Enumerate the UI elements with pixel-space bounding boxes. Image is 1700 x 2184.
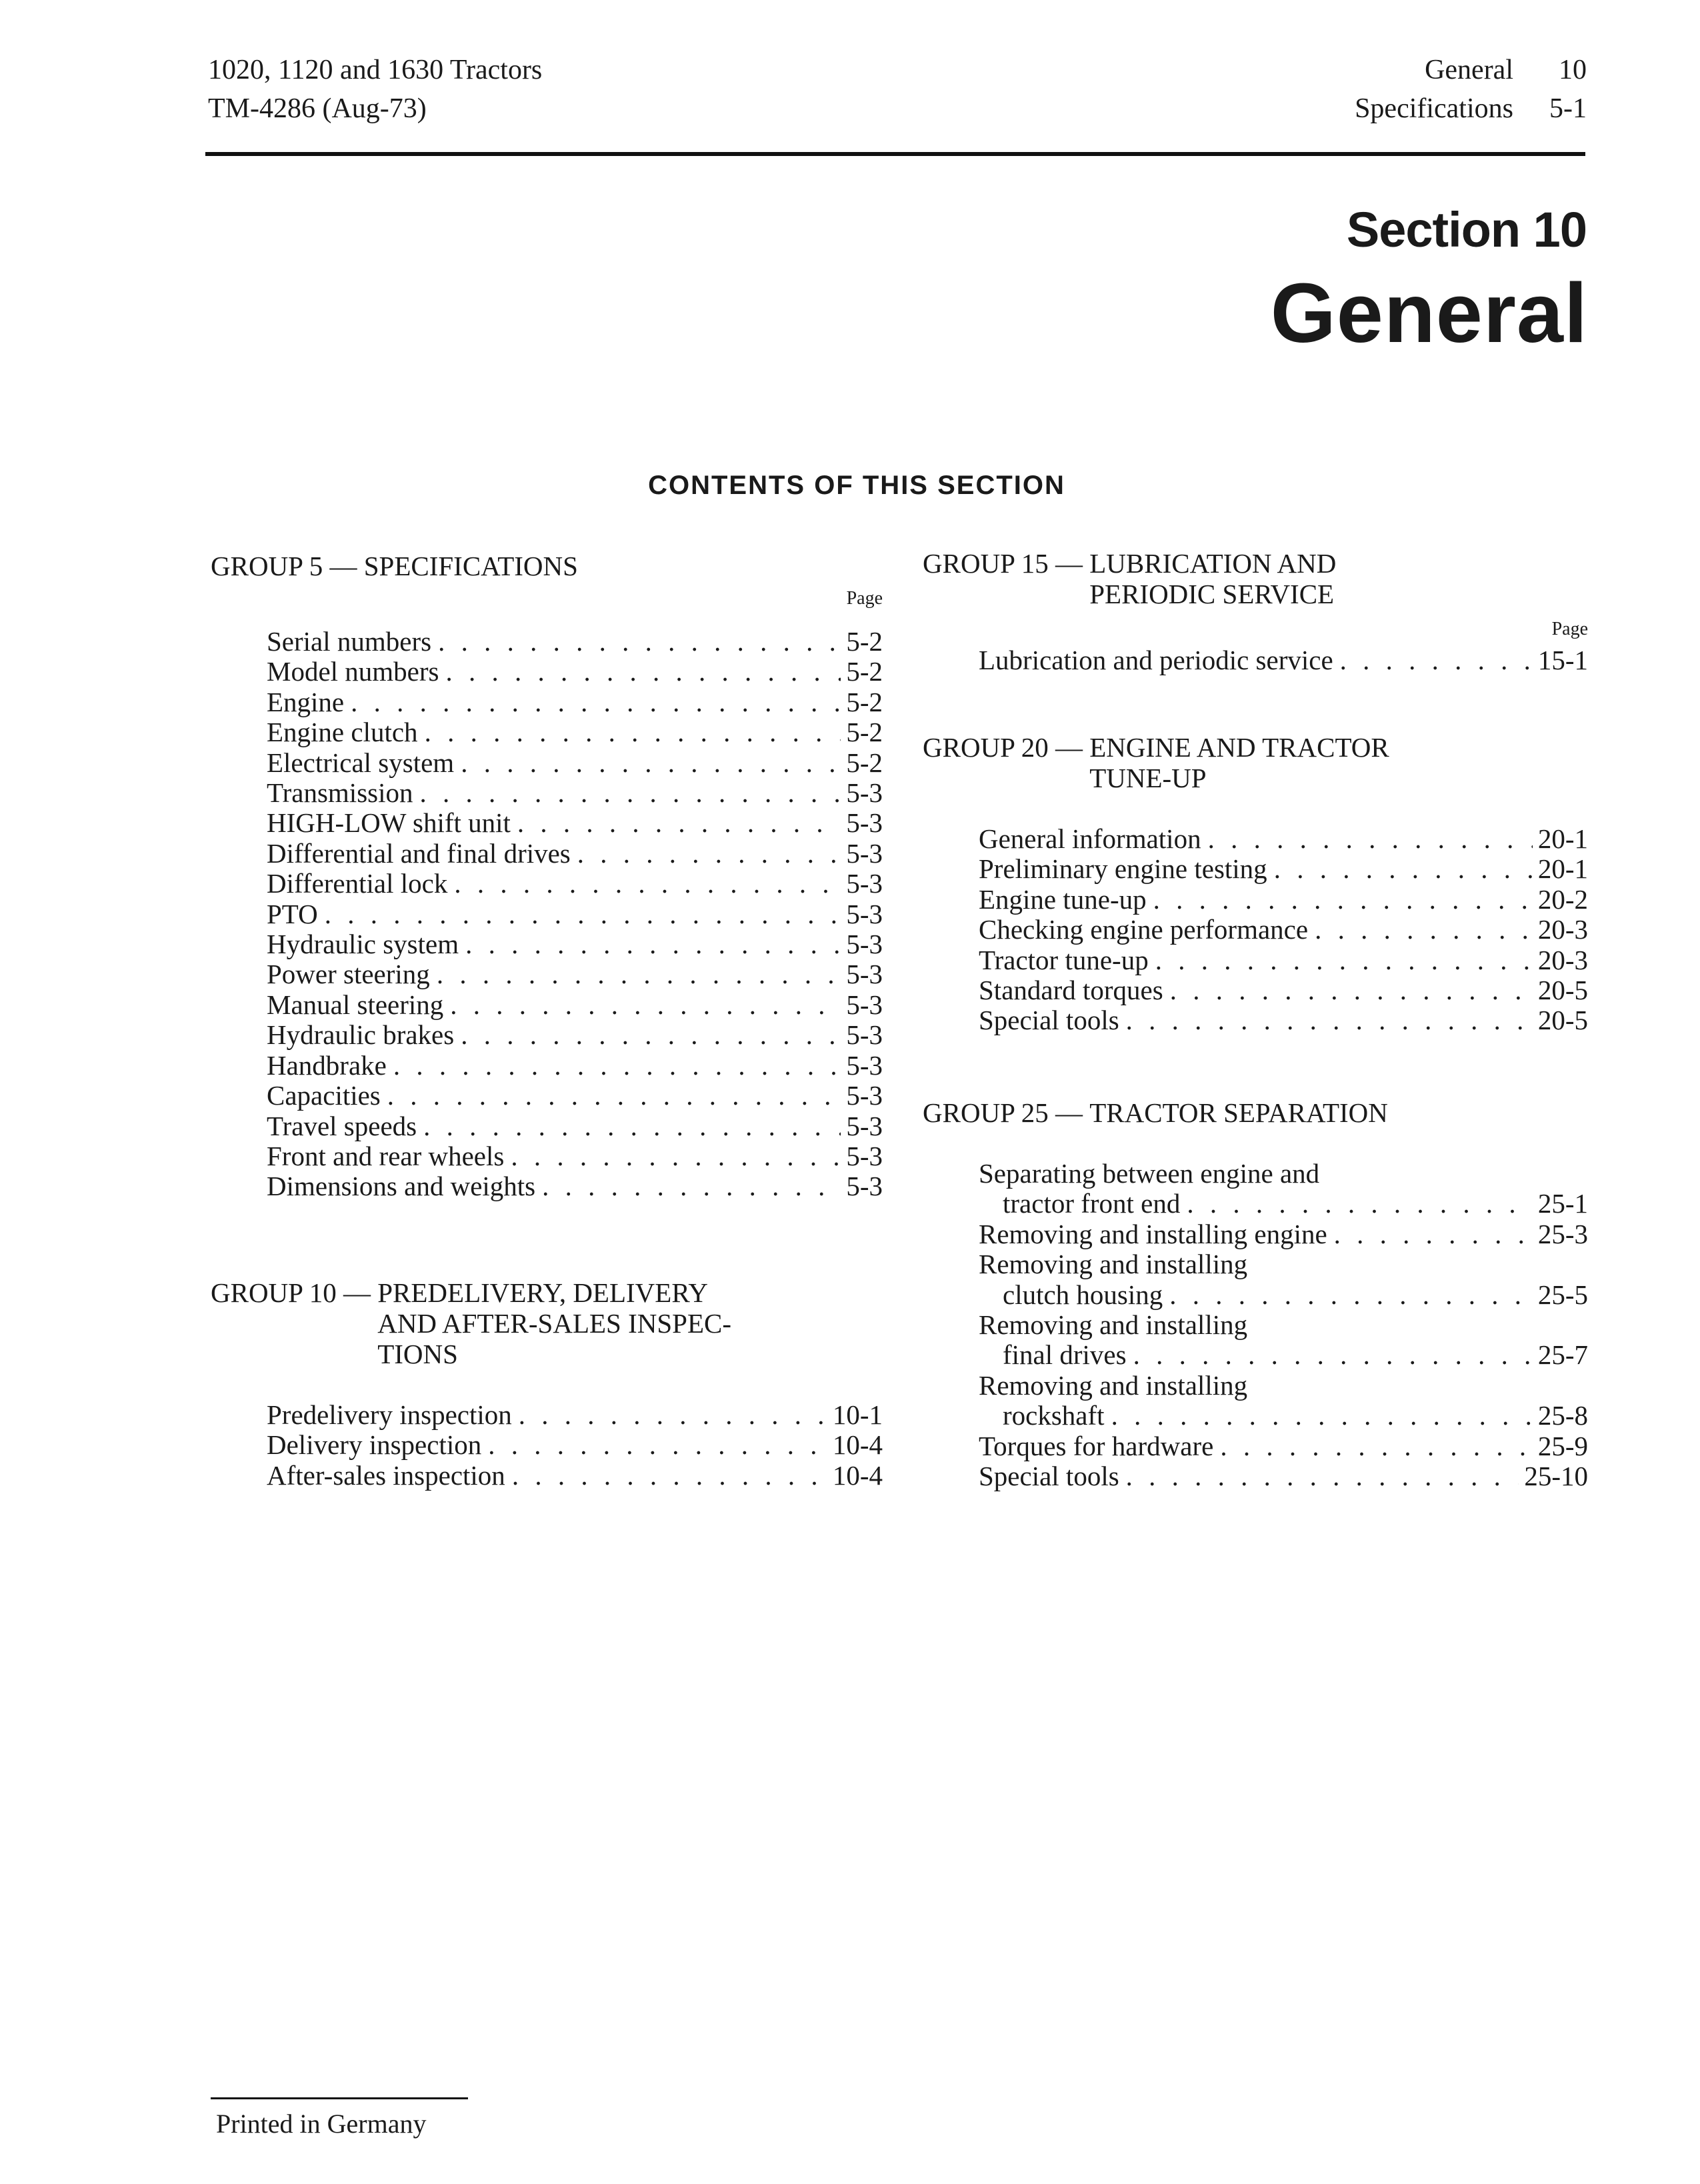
toc-entry-title: Standard torques [979,975,1163,1006]
dot-leader [1220,1431,1533,1461]
dot-leader [454,869,841,899]
dot-leader [393,1051,841,1081]
dot-leader [512,1461,827,1491]
dot-leader [1111,1401,1533,1431]
dot-leader [1340,645,1533,675]
toc-entry[interactable] [267,657,883,687]
dot-leader [387,1081,841,1111]
toc-entry[interactable] [267,778,883,808]
toc-entry[interactable] [979,885,1588,915]
toc-entry-title: Electrical system [267,747,455,778]
dot-leader [542,1171,841,1201]
group-title-line: PREDELIVERY, DELIVERY [377,1277,709,1308]
toc-entry[interactable] [267,1461,883,1491]
contents-heading: CONTENTS OF THIS SECTION [648,471,1065,500]
toc-entry-page: 20-1 [1537,853,1588,885]
toc-entry[interactable] [267,959,883,989]
toc-entry-title: Capacities [267,1080,381,1111]
toc-entry-page: 5-2 [846,747,883,778]
toc-entry-title: Hydraulic brakes [267,1019,455,1051]
dot-leader [423,1111,841,1141]
dot-leader [1170,975,1533,1005]
toc-entry-title: Delivery inspection [267,1429,482,1461]
dot-leader [1208,824,1533,854]
group-heading [923,732,1588,793]
toc-entry-title: Front and rear wheels [267,1140,505,1171]
group-10-inspections [211,1277,883,1491]
header-section-number: 10 [1559,55,1587,85]
group-title-line: PERIODIC SERVICE [1089,579,1335,609]
toc-entry-title: tractor front end [1003,1188,1181,1219]
toc-entry-page: 20-3 [1537,914,1588,945]
toc-entry[interactable] [979,1280,1588,1310]
section-title: General [1270,266,1588,360]
toc-entry-page: 5-3 [846,1140,883,1171]
dot-leader [465,929,841,959]
dot-leader [519,1400,827,1430]
toc-entry-page: 5-3 [846,959,883,990]
toc-entry-page: 10-4 [832,1459,883,1491]
manual-number: TM-4286 (Aug-73) [208,93,427,124]
toc-entry-title: HIGH-LOW shift unit [267,807,511,839]
toc-entry-page: 20-2 [1537,883,1588,915]
toc-entry-page: 5-3 [846,807,883,839]
toc-entry-page: 5-2 [846,717,883,748]
toc-entries [979,824,1588,1036]
toc-entry[interactable] [267,899,883,929]
group-title-line: AND AFTER-SALES INSPEC- [377,1308,731,1339]
toc-entry-page: 5-3 [846,1019,883,1051]
toc-entry-title: Manual steering [267,989,444,1020]
toc-entry[interactable] [979,945,1588,975]
group-25-tractor-separation [923,1097,1588,1491]
group-prefix: GROUP 10 — [211,1277,371,1308]
toc-entry-page: 5-3 [846,777,883,809]
toc-entry[interactable] [267,1400,883,1430]
toc-entry-page: 10-4 [832,1429,883,1461]
toc-entries [267,1400,883,1491]
toc-entry[interactable] [267,687,883,717]
toc-entry-page: 10-1 [832,1399,883,1430]
toc-entry-title: Tractor tune-up [979,944,1149,975]
toc-entry-title: PTO [267,898,318,929]
toc-entry[interactable] [979,1219,1588,1249]
toc-entry-title: Removing and installing engine [979,1218,1327,1249]
toc-entry[interactable] [267,1111,883,1141]
toc-entries [979,645,1588,675]
printed-in-note: Printed in Germany [216,2109,427,2139]
toc-entry[interactable] [267,1020,883,1050]
toc-entry-page: 20-1 [1537,823,1588,854]
toc-entry[interactable] [979,1461,1588,1491]
toc-entries [267,627,883,1202]
toc-entry-page: 5-3 [846,837,883,869]
dot-leader [461,1020,841,1050]
page-column-label: Page [846,588,883,609]
toc-entry[interactable] [267,929,883,959]
toc-entry[interactable] [979,1340,1588,1370]
toc-entry[interactable] [979,854,1588,884]
header-right [1293,51,1587,128]
toc-entry-page: 20-5 [1537,975,1588,1006]
group-title-line: TIONS [377,1339,458,1369]
header-group-label: Specifications [1355,93,1513,124]
toc-entry-title: Power steering [267,959,430,990]
group-heading [211,551,883,581]
toc-entry[interactable] [267,990,883,1020]
toc-entry-lead: Removing and installing [979,1249,1248,1280]
section-number: Section 10 [1346,202,1587,257]
dot-leader [511,1141,841,1171]
group-prefix: GROUP 5 — [211,551,357,581]
dot-leader [420,778,841,808]
toc-entry-page: 5-3 [846,868,883,899]
toc-entry-page: 25-8 [1537,1400,1588,1431]
dot-leader [461,748,841,778]
toc-entry-page: 5-3 [846,989,883,1020]
toc-entry-title: Differential and final drives [267,837,571,869]
group-prefix: GROUP 15 — [923,548,1083,579]
dot-leader [1126,1461,1519,1491]
dot-leader [1315,915,1533,945]
toc-entry-page: 20-3 [1537,944,1588,975]
group-title-line: ENGINE AND TRACTOR [1089,732,1389,763]
dot-leader [517,808,841,838]
toc-entry[interactable] [267,1081,883,1111]
group-heading [923,548,1588,609]
toc-entry-title: After-sales inspection [267,1459,505,1491]
group-heading [923,1097,1588,1128]
toc-entry-lead: Separating between engine and [979,1158,1320,1189]
group-prefix: GROUP 25 — [923,1097,1083,1128]
toc-entry-title: Differential lock [267,868,448,899]
toc-entry[interactable] [267,1051,883,1081]
header-rule [205,152,1585,156]
toc-entry-title: Dimensions and weights [267,1171,536,1202]
toc-entry-lead: Removing and installing [979,1309,1248,1341]
toc-entry-title: Torques for hardware [979,1430,1214,1461]
toc-entry[interactable] [267,839,883,869]
group-title-line: LUBRICATION AND [1089,548,1337,579]
toc-entry-title: Engine clutch [267,717,418,748]
toc-entry[interactable] [979,1431,1588,1461]
toc-entry-page: 25-7 [1537,1339,1588,1371]
group-title: SPECIFICATIONS [363,551,578,581]
toc-entry-page: 5-3 [846,1110,883,1141]
toc-entry[interactable] [267,1171,883,1201]
dot-leader [1126,1005,1533,1035]
header-section-label: General [1425,55,1513,85]
toc-entry[interactable] [979,1005,1588,1035]
toc-entry-lead: Removing and installing [979,1369,1248,1401]
toc-entry[interactable] [979,1401,1588,1431]
dot-leader [1169,1280,1533,1310]
toc-entry-page: 25-3 [1537,1218,1588,1249]
toc-entry[interactable] [267,869,883,899]
toc-entry-title: Transmission [267,777,413,809]
dot-leader [1187,1189,1532,1219]
toc-entry[interactable] [267,717,883,747]
dot-leader [1155,945,1533,975]
toc-entry-page: 25-5 [1537,1279,1588,1310]
group-heading [211,1277,883,1369]
header-left [208,51,542,128]
header-page-number: 5-1 [1549,93,1587,124]
toc-entry-page: 5-3 [846,1049,883,1081]
dot-leader [425,717,841,747]
toc-entry-title: Checking engine performance [979,914,1309,945]
toc-entry-page: 5-2 [846,626,883,657]
group-5-specifications [211,551,883,1202]
toc-entry-title: Handbrake [267,1049,387,1081]
toc-entry[interactable] [979,645,1588,675]
toc-entries [979,1159,1588,1491]
toc-entry-title: Travel speeds [267,1110,417,1141]
toc-entry-page: 5-3 [846,898,883,929]
toc-entry-title: Engine tune-up [979,883,1147,915]
toc-entry-title: rockshaft [1003,1400,1105,1431]
toc-entry[interactable] [979,1189,1588,1219]
page-column-label: Page [1551,619,1588,639]
toc-entry-title: Hydraulic system [267,929,459,960]
toc-entry-title: Serial numbers [267,626,432,657]
group-title: TRACTOR SEPARATION [1089,1097,1388,1128]
toc-entry-title: Special tools [979,1005,1119,1036]
toc-entry-title: General information [979,823,1201,854]
dot-leader [325,899,841,929]
toc-entry-page: 25-10 [1524,1461,1588,1492]
dot-leader [446,657,841,687]
toc-entry-page: 5-3 [846,929,883,960]
toc-entry[interactable] [979,824,1588,854]
group-title-line: TUNE-UP [1089,763,1207,793]
toc-entry-page: 5-2 [846,686,883,717]
toc-entry-page: 15-1 [1537,645,1588,675]
dot-leader [450,990,841,1020]
dot-leader [488,1430,827,1460]
toc-entry[interactable] [979,975,1588,1005]
dot-leader [1153,885,1533,915]
toc-entry[interactable] [267,808,883,838]
toc-entry-title: clutch housing [1003,1279,1163,1310]
footer-rule [211,2097,468,2099]
toc-entry-title: Special tools [979,1461,1119,1492]
toc-entry-title: Lubrication and periodic service [979,645,1333,675]
toc-entry-title: final drives [1003,1339,1127,1371]
toc-entry[interactable] [267,1141,883,1171]
toc-entry-title: Preliminary engine testing [979,853,1267,885]
toc-entry-page: 25-9 [1537,1430,1588,1461]
toc-entry[interactable] [979,915,1588,945]
toc-entry-page: 5-3 [846,1171,883,1202]
toc-entry-title: Model numbers [267,656,439,687]
manual-title: 1020, 1120 and 1630 Tractors [208,55,543,85]
toc-entry-page: 20-5 [1537,1005,1588,1036]
toc-entry[interactable] [267,627,883,657]
toc-entry[interactable] [267,748,883,778]
toc-entry-title: Predelivery inspection [267,1399,512,1430]
dot-leader [1133,1340,1533,1370]
dot-leader [1334,1219,1533,1249]
group-20-tune-up [923,732,1588,1036]
dot-leader [438,627,841,657]
group-prefix: GROUP 20 — [923,732,1083,763]
toc-entry-page: 5-3 [846,1080,883,1111]
dot-leader [351,687,841,717]
toc-entry[interactable] [267,1430,883,1460]
group-15-lubrication [923,548,1588,675]
dot-leader [1274,854,1533,884]
dot-leader [437,959,841,989]
toc-entry-title: Engine [267,686,345,717]
toc-entry-page: 25-1 [1537,1188,1588,1219]
toc-entry-page: 5-2 [846,656,883,687]
dot-leader [577,839,841,869]
